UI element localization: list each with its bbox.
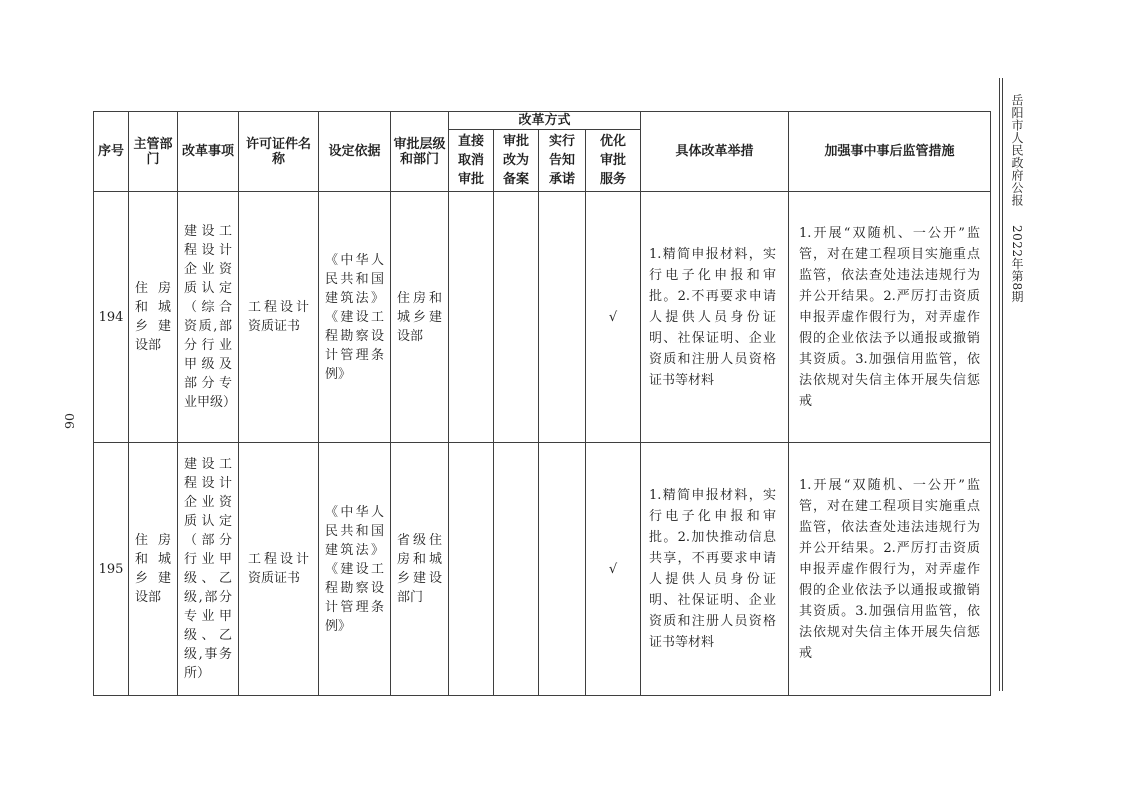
cell-supervision: 1.开展“双随机、一公开”监管，对在建工程项目实施重点监管，依法查处违法违规行为并公开结果。2.严厉打击资质申报弄虚作假行为，对弄虚作假的企业依法予以通报或撤销其资质。3.加强信用监管，依法依规对失信主体开展失信惩戒 [789,192,991,443]
cell-measures: 1.精简申报材料，实行电子化申报和审批。2.加快推动信息共享，不再要求申请人提供人员身份证明、社保证明、企业资质和注册人员资格证书等材料 [641,443,789,696]
cell-method-filing [494,443,539,696]
column-header-serial: 序号 [94,112,129,192]
page-number: 90 [62,413,77,429]
cell-method-commitment [539,192,586,443]
cell-method-cancel [449,443,494,696]
cell-approval-level: 住房和城乡建设部 [391,192,449,443]
column-header-license-name: 许可证件名称 [239,112,319,192]
cell-method-commitment [539,443,586,696]
vertical-divider-rule [999,78,1003,691]
column-header-method-commitment: 实行告知承诺 [539,130,586,192]
column-header-reform-item: 改革事项 [178,112,239,192]
cell-legal-basis: 《中华人民共和国建筑法》《建设工程勘察设计管理条例》 [319,192,391,443]
gazette-issue-text: 2022年第8期 [1010,224,1024,304]
cell-supervision: 1.开展“双随机、一公开”监管，对在建工程项目实施重点监管，依法查处违法违规行为并公开结果。2.严厉打击资质申报弄虚作假行为，对弄虚作假的企业依法予以通报或撤销其资质。3.加强信用监管，依法依规对失信主体开展失信惩戒 [789,443,991,696]
cell-serial: 195 [94,443,129,696]
cell-method-optimize-checkmark: √ [586,443,641,696]
column-header-supervision: 加强事中事后监管措施 [789,112,991,192]
cell-method-optimize-checkmark: √ [586,192,641,443]
cell-method-filing [494,192,539,443]
column-header-legal-basis: 设定依据 [319,112,391,192]
cell-serial: 194 [94,192,129,443]
header-row-group [94,112,991,130]
cell-department: 住房和城乡建设部 [129,192,178,443]
table-row [94,443,991,696]
gazette-title-text: 岳阳市人民政府公报 [1010,94,1024,207]
cell-reform-item: 建设工程设计企业资质认定（综合资质,部分行业甲级及部分专业甲级） [178,192,239,443]
table-row [94,192,991,443]
reform-items-table [93,111,991,696]
cell-approval-level: 省级住房和城乡建设部门 [391,443,449,696]
column-header-method-filing: 审批改为备案 [494,130,539,192]
column-header-reform-method-group: 改革方式 [449,112,641,130]
column-header-method-cancel: 直接取消审批 [449,130,494,192]
column-header-measures: 具体改革举措 [641,112,789,192]
gazette-running-title [1009,94,1026,303]
cell-measures: 1.精简申报材料，实行电子化申报和审批。2.不再要求申请人提供人员身份证明、社保证明、企业资质和注册人员资格证书等材料 [641,192,789,443]
cell-method-cancel [449,192,494,443]
cell-license-name: 工程设计资质证书 [239,192,319,443]
cell-department: 住房和城乡建设部 [129,443,178,696]
cell-license-name: 工程设计资质证书 [239,443,319,696]
cell-legal-basis: 《中华人民共和国建筑法》《建设工程勘察设计管理条例》 [319,443,391,696]
column-header-department: 主管部门 [129,112,178,192]
column-header-method-optimize: 优化审批服务 [586,130,641,192]
column-header-approval-level: 审批层级和部门 [391,112,449,192]
cell-reform-item: 建设工程设计企业资质认定（部分行业甲级、乙级,部分专业甲级、乙级,事务所） [178,443,239,696]
